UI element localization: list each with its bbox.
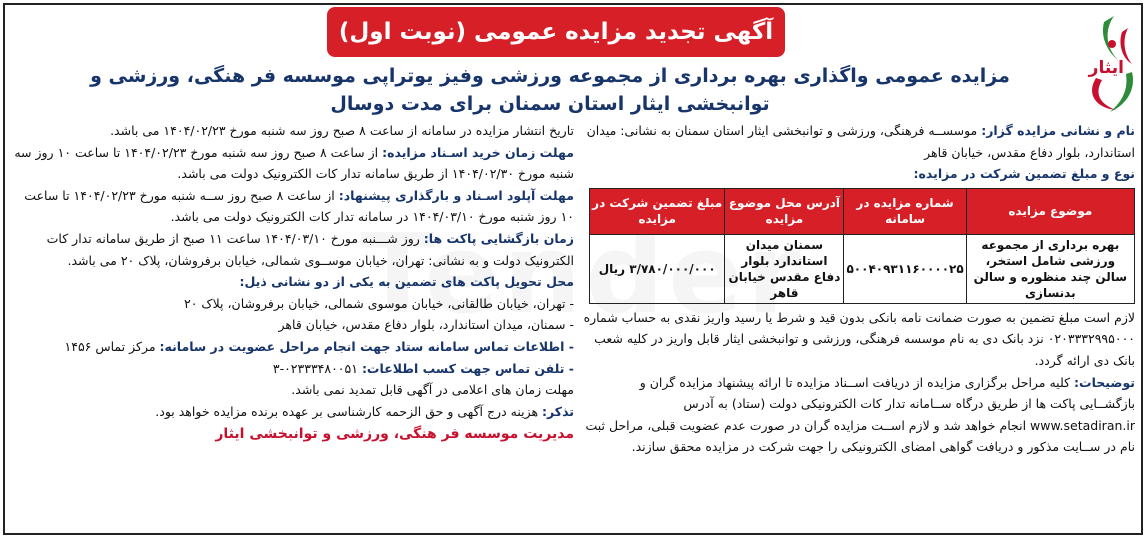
publish-date: تاریخ انتشار مزایده در سامانه از ساعت ۸ صبح روز سه شنبه مورخ ۱۴۰۴/۰۲/۲۳ می باشد. — [110, 123, 574, 138]
title-banner — [327, 7, 785, 57]
notes-text-2: انجام خواهد شد و لازم اســت مزایده گران در صورت عدم عضویت قبلی، مراحل ثبت نام در ســایت مذکور و دریافت گواهی امضای الکترونیکی را جهت شرکت در مزایده محقق سازند. — [585, 417, 1135, 455]
table-header-row — [590, 188, 1135, 234]
type-label: نوع و مبلغ تضمین شرکت در مزایده: — [913, 166, 1135, 182]
contact-phone-text: ۰۲۳۳۳۴۸۰۰۵۱-۳ — [272, 360, 362, 376]
table-header: موضوع مزایده — [966, 188, 1134, 234]
purchase-label: مهلت زمان خرید اسـناد مزایده: — [382, 144, 574, 160]
main-title: مزایده عمومی واگذاری بهره برداری از مجموعه ورزشی وفیز یوتراپی موسسه فر هنگی، ورزشی و توانبخشی ایثار استان سمنان برای مدت دوسال — [90, 65, 1010, 115]
upload-label: مهلت آپلود اسـناد و بارگذاری پیشنهاد: — [338, 187, 574, 203]
notes-text: کلیه مراحل برگزاری مزایده از دریافت اســناد مزایده تا ارائه پیشنهاد مزایده گران و بازگشــایی پاکت ها از طریق درگاه ســامانه تدار کات الکترونیکی دولت (ستاد) به آدرس — [639, 374, 1135, 412]
left-column — [10, 120, 574, 446]
setad-url-link[interactable]: www.setadiran.ir — [1030, 417, 1135, 433]
extension-note: مهلت زمان های اعلامی در آگهی قابل تمدید نمی باشد. — [291, 382, 574, 398]
table-header: شماره مزایده در سامانه — [844, 188, 966, 234]
contact-phone-label: - تلفن تماس جهت کسب اطلاعات: — [361, 360, 574, 376]
banner-text: آگهی تجدید مزایده عمومی (نوبت اول) — [338, 19, 774, 45]
contact-phone — [10, 358, 574, 380]
contact-setad — [10, 336, 574, 358]
upload-text: از ساعت ۸ صبح روز ســه شنبه مورخ ۱۴۰۴/۰۲/۲۳ تا ساعت ۱۰ روز شنبه مورخ ۱۴۰۴/۰۳/۱۰ در سامانه تدار کات الکترونیک دولت می باشد. — [24, 187, 574, 225]
upload-paragraph — [10, 185, 574, 228]
reminder-paragraph — [10, 401, 574, 423]
purchase-paragraph — [10, 142, 574, 185]
table-cell: ۳/۷۸۰/۰۰۰/۰۰۰ ریال — [590, 234, 725, 303]
opening-text: روز شـــنبه مورخ ۱۴۰۴/۰۳/۱۰ ساعت ۱۱ صبح از طریق سامانه تدار کات الکترونیک دولت و به نشانی: تهران، خیابان موســوی شمالی، خیابان برفروشان، پلاک ۲۰ می باشد. — [46, 230, 574, 268]
contact-setad-text: مرکز تماس ۱۴۵۶ — [64, 338, 160, 354]
table-cell: سمنان میدان استاندارد بلوار دفاع مقدس خیابان قاهر — [725, 234, 844, 303]
delivery-label: محل تحویل پاکت های تضمین به یکی از دو نشانی ذیل: — [239, 274, 574, 290]
purchase-text: از ساعت ۸ صبح روز سه شنبه مورخ ۱۴۰۴/۰۲/۲۳ تا ساعت ۱۰ روز سه شنبه مورخ ۱۴۰۴/۰۲/۳۰ از طریق سامانه تدار کات الکترونیک دولت می باشد. — [14, 144, 574, 182]
organizer-paragraph — [583, 120, 1135, 163]
signature: مدیریت موسسه فر هنگی، ورزشی و توانبخشی ایثار — [215, 426, 574, 443]
notes-paragraph — [583, 372, 1135, 458]
table-row — [590, 234, 1135, 303]
table-cell: بهره برداری از مجموعه ورزشی شامل استخر، سالن چند منظوره و سالن بدنسازی — [966, 234, 1134, 303]
organizer-text: موسســه فرهنگی، ورزشی و توانبخشی ایثار استان سمنان به نشانی: میدان استاندارد، بلوار دفاع مقدس، خیابان قاهر — [586, 123, 1135, 160]
notes-label: توضیحات: — [1074, 374, 1135, 390]
opening-paragraph — [10, 228, 574, 271]
table-header: آدرس محل موضوع مزایده — [725, 188, 844, 234]
opening-label: زمان بازگشایی پاکت ها: — [423, 230, 574, 246]
table-cell: ۵۰۰۴۰۹۳۱۱۶۰۰۰۰۲۵ — [844, 234, 966, 303]
delivery-address-2: - سمنان، میدان استاندارد، بلوار دفاع مقدس، خیابان قاهر — [278, 317, 574, 333]
delivery-address-1: - تهران، خیابان طالقانی، خیابان موسوی شمالی، خیابان برفروشان، پلاک ۲۰ — [183, 295, 574, 311]
right-column — [583, 120, 1135, 458]
auction-table — [589, 188, 1135, 304]
table-header: مبلغ تضمین شرکت در مزایده — [590, 188, 725, 234]
reminder-label: تذکر: — [542, 403, 574, 419]
guarantee-text: لازم است مبلغ تضمین به صورت ضمانت نامه بانکی بدون قید و شرط یا رسید واریز نقدی به حساب شماره ۰۲۰۳۳۳۲۹۹۵۰۰۰ نزد بانک دی به نام موسسه فرهنگی، ورزشی و توانبخشی ایثار قابل واریز در کلیه شعب بانک دی ارائه گردد. — [583, 309, 1135, 368]
contact-setad-label: - اطلاعات تماس سامانه ستاد جهت انجام مراحل عضویت در سامانه: — [159, 338, 574, 354]
organizer-label: نام و نشانی مزایده گزار: — [981, 123, 1135, 138]
logo-name: ایثار — [1088, 58, 1124, 78]
reminder-text: هزینه درج آگهی و حق الزحمه کارشناسی بر عهده برنده مزایده خواهد بود. — [155, 403, 543, 419]
